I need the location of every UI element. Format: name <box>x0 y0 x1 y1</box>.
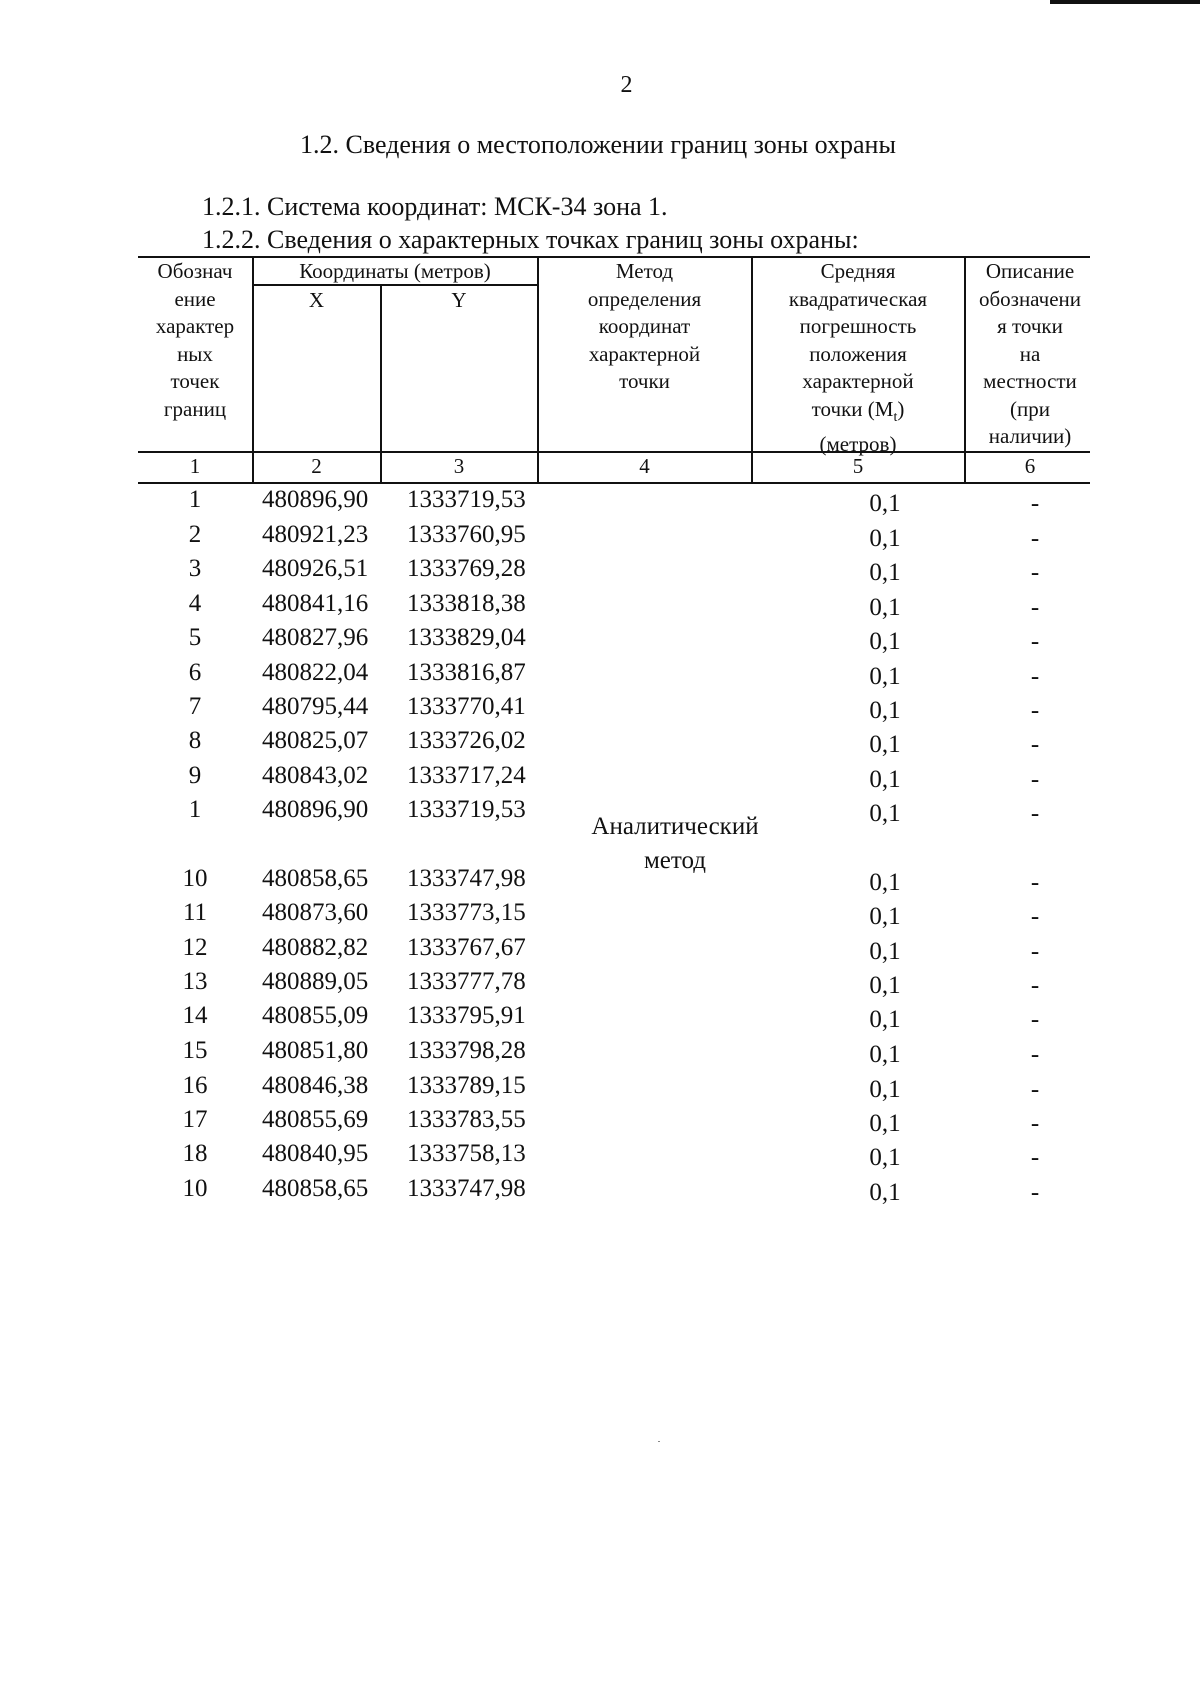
page-number: 2 <box>620 72 633 98</box>
column-number: 2 <box>311 454 322 478</box>
header-point-description <box>965 258 1095 451</box>
coord-y: 1333767,67 <box>407 934 526 961</box>
coord-x: 480841,16 <box>262 590 369 617</box>
point-description: - <box>1030 697 1040 724</box>
mean-square-error: 0,1 <box>869 663 901 690</box>
table-row <box>0 762 1200 796</box>
header-line: характерной <box>802 369 914 393</box>
point-description: - <box>1030 559 1040 586</box>
table-row <box>0 727 1200 761</box>
coord-y: 1333798,28 <box>407 1037 526 1064</box>
header-method <box>538 258 751 396</box>
table-row <box>0 521 1200 555</box>
coord-x: 480858,65 <box>262 1175 369 1202</box>
point-number: 10 <box>182 1175 208 1202</box>
header-line: обозначени <box>978 286 1082 311</box>
header-line: Средняя <box>820 259 896 283</box>
header-line: погрешность <box>799 314 917 338</box>
point-description: - <box>1030 938 1040 965</box>
point-number: 1 <box>188 796 202 823</box>
point-number: 16 <box>182 1072 208 1099</box>
coord-y: 1333818,38 <box>407 590 526 617</box>
header-line: ных <box>177 341 213 366</box>
boundary-points-heading: 1.2.2. Сведения о характерных точках границ зоны охраны: <box>202 225 859 254</box>
table-row <box>0 1037 1200 1071</box>
method-cell <box>560 810 790 878</box>
point-number: 8 <box>188 727 202 754</box>
header-point-designation <box>138 258 252 423</box>
coord-x: 480822,04 <box>262 659 369 686</box>
column-number: 5 <box>852 454 864 478</box>
point-number: 14 <box>182 1002 208 1029</box>
point-number: 2 <box>188 521 202 548</box>
coord-y: 1333719,53 <box>407 796 526 823</box>
column-number: 3 <box>453 454 465 478</box>
coord-x: 480896,90 <box>262 486 369 513</box>
point-description: - <box>1030 1041 1040 1068</box>
table-row <box>0 590 1200 624</box>
mean-square-error: 0,1 <box>869 1110 901 1137</box>
coord-y: 1333717,24 <box>407 762 526 789</box>
column-number: 4 <box>639 454 650 478</box>
mean-square-error: 0,1 <box>869 628 901 655</box>
coord-x: 480855,69 <box>262 1106 369 1133</box>
mean-square-error: 0,1 <box>869 869 901 896</box>
point-number: 6 <box>188 659 202 686</box>
mean-square-error: 0,1 <box>869 972 901 999</box>
coord-x: 480873,60 <box>262 899 369 926</box>
method-line: метод <box>643 847 706 874</box>
point-number: 7 <box>188 693 202 720</box>
point-description: - <box>1030 903 1040 930</box>
point-description: - <box>1030 766 1040 793</box>
point-number: 11 <box>182 899 208 926</box>
point-description: - <box>1030 800 1040 827</box>
point-number: 13 <box>182 968 208 995</box>
mean-square-error: 0,1 <box>869 1179 901 1206</box>
point-number: 1 <box>188 486 202 513</box>
mean-square-error: 0,1 <box>869 800 901 827</box>
point-description: - <box>1030 525 1040 552</box>
header-line: на <box>1019 341 1041 366</box>
column-numbers-bottom-border <box>138 482 1090 484</box>
coord-x: 480921,23 <box>262 521 369 548</box>
coord-y: 1333758,13 <box>407 1140 526 1167</box>
point-description: - <box>1030 731 1040 758</box>
mean-square-error: 0,1 <box>869 490 901 517</box>
mean-square-error: 0,1 <box>869 731 901 758</box>
header-line: точек <box>170 369 220 393</box>
point-description: - <box>1030 628 1040 655</box>
table-row <box>0 934 1200 968</box>
header-line: я точки <box>997 314 1063 338</box>
coord-y: 1333719,53 <box>407 486 526 513</box>
header-line: (при <box>1010 396 1050 421</box>
mean-square-error: 0,1 <box>869 903 901 930</box>
coord-x: 480858,65 <box>262 865 369 892</box>
point-description: - <box>1030 1144 1040 1171</box>
coord-y: 1333773,15 <box>407 899 526 926</box>
table-row <box>0 659 1200 693</box>
header-line: точки <box>619 369 670 393</box>
header-line: наличии) <box>988 424 1072 448</box>
header-y: Y <box>451 288 467 312</box>
coord-y: 1333816,87 <box>407 659 526 686</box>
coord-y: 1333747,98 <box>407 1175 526 1202</box>
header-line: определения <box>587 286 702 311</box>
header-line: характерной <box>588 341 701 366</box>
coord-y: 1333829,04 <box>407 624 526 651</box>
coordinate-system-heading: 1.2.1. Система координат: МСК-34 зона 1. <box>202 192 668 221</box>
coord-x: 480889,05 <box>262 968 369 995</box>
header-line: координат <box>598 314 691 338</box>
point-description: - <box>1030 1076 1040 1103</box>
coord-x: 480795,44 <box>262 693 369 720</box>
header-line: Описание <box>985 259 1075 283</box>
table-row <box>0 693 1200 727</box>
coord-x: 480843,02 <box>262 762 369 789</box>
table-row <box>0 486 1200 520</box>
header-line: Обознач <box>157 259 233 283</box>
header-line: местности <box>983 369 1077 393</box>
table-row <box>0 555 1200 589</box>
point-number: 18 <box>182 1140 208 1167</box>
mean-square-error: 0,1 <box>869 1076 901 1103</box>
coord-y: 1333760,95 <box>407 521 526 548</box>
coord-x: 480926,51 <box>262 555 369 582</box>
header-line: положения <box>809 341 907 366</box>
mean-square-error: 0,1 <box>869 1144 901 1171</box>
point-number: 15 <box>182 1037 208 1064</box>
coord-y: 1333777,78 <box>407 968 526 995</box>
point-description: - <box>1030 1179 1040 1206</box>
coord-x: 480846,38 <box>262 1072 369 1099</box>
coord-y: 1333770,41 <box>407 693 526 720</box>
header-mean-square-error <box>752 258 964 459</box>
coord-x: 480896,90 <box>262 796 369 823</box>
coord-x: 480827,96 <box>262 624 369 651</box>
point-description: - <box>1030 869 1040 896</box>
table-row <box>0 1140 1200 1174</box>
column-number: 6 <box>1024 454 1036 478</box>
coord-y: 1333726,02 <box>407 727 526 754</box>
coord-x: 480825,07 <box>262 727 369 754</box>
point-description: - <box>1030 1110 1040 1137</box>
scan-edge-mark <box>1050 0 1200 4</box>
mean-square-error: 0,1 <box>869 1041 901 1068</box>
header-line: ение <box>174 286 216 311</box>
header-line: характер <box>155 314 235 338</box>
mean-square-error: 0,1 <box>869 697 901 724</box>
table-row <box>0 1106 1200 1140</box>
header-line: точки $(M_t)$ <box>811 396 905 425</box>
header-line: (метров) <box>819 432 897 457</box>
point-number: 3 <box>188 555 202 582</box>
point-number: 17 <box>182 1106 208 1133</box>
coord-x: 480851,80 <box>262 1037 369 1064</box>
header-coordinates-group: Координаты (метров) <box>299 259 491 283</box>
column-number: 1 <box>189 454 201 478</box>
coord-x: 480882,82 <box>262 934 369 961</box>
table-row <box>0 899 1200 933</box>
point-number: 12 <box>182 934 208 961</box>
mean-square-error: 0,1 <box>869 938 901 965</box>
mean-square-error: 0,1 <box>869 1006 901 1033</box>
table-row <box>0 968 1200 1002</box>
header-line: Метод <box>615 259 674 283</box>
point-description: - <box>1030 594 1040 621</box>
scan-speck <box>658 1441 660 1442</box>
mean-square-error: 0,1 <box>869 525 901 552</box>
table-row <box>0 1072 1200 1106</box>
coord-x: 480840,95 <box>262 1140 369 1167</box>
coord-y: 1333769,28 <box>407 555 526 582</box>
point-number: 5 <box>188 624 202 651</box>
header-line: квадратическая <box>788 286 928 311</box>
section-title: 1.2. Сведения о местоположении границ зоны охраны <box>300 130 896 159</box>
coord-y: 1333789,15 <box>407 1072 526 1099</box>
method-line: Аналитический <box>591 813 759 840</box>
mean-square-error: 0,1 <box>869 594 901 621</box>
table-row <box>0 1002 1200 1036</box>
coord-y: 1333747,98 <box>407 865 526 892</box>
point-description: - <box>1030 490 1040 517</box>
mean-square-error: 0,1 <box>869 766 901 793</box>
header-x: X <box>308 288 325 312</box>
mean-square-error: 0,1 <box>869 559 901 586</box>
point-number: 9 <box>188 762 202 789</box>
table-row <box>0 1175 1200 1209</box>
table-row <box>0 624 1200 658</box>
point-description: - <box>1030 972 1040 999</box>
point-description: - <box>1030 663 1040 690</box>
coord-y: 1333783,55 <box>407 1106 526 1133</box>
header-line: границ <box>163 396 227 421</box>
coord-x: 480855,09 <box>262 1002 369 1029</box>
coord-y: 1333795,91 <box>407 1002 526 1029</box>
point-number: 4 <box>188 590 202 617</box>
point-number: 10 <box>182 865 208 892</box>
point-description: - <box>1030 1006 1040 1033</box>
